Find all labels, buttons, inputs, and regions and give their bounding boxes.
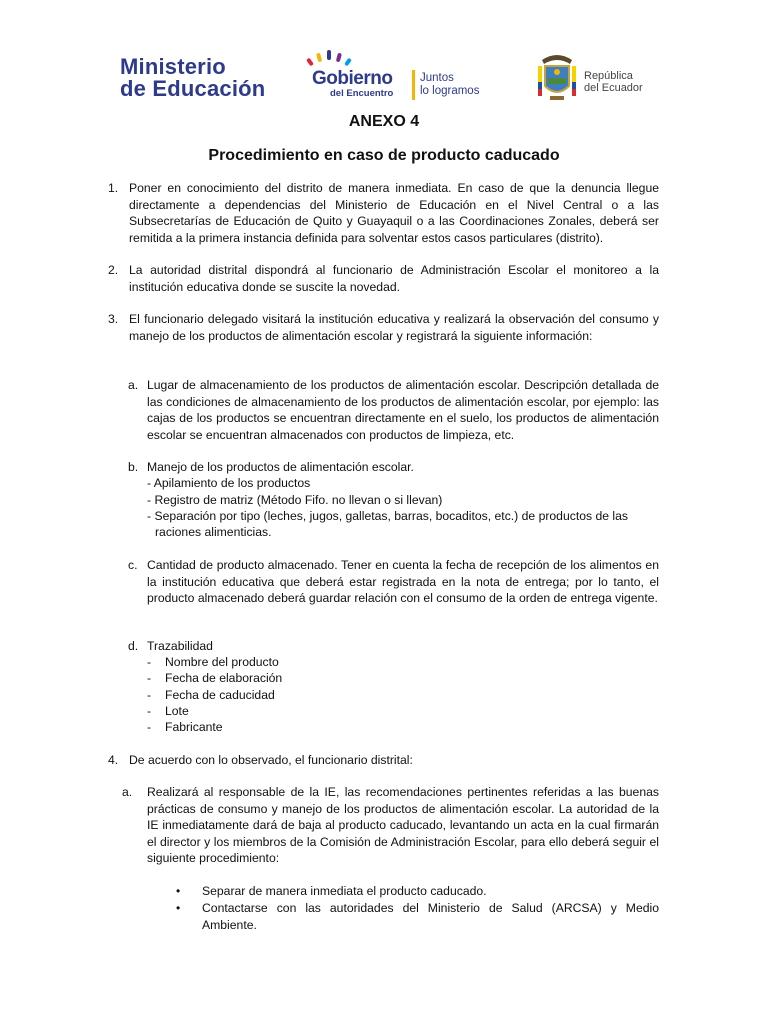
- bullet-icon: •: [176, 884, 181, 898]
- subitem-a-label: a.: [128, 378, 139, 392]
- slogan: [420, 72, 479, 98]
- annex-title: ANEXO 4: [348, 113, 420, 130]
- sunrays-icon: [306, 48, 356, 68]
- item-4-text: De acuerdo con lo observado, el funcionario distrital:: [129, 753, 413, 767]
- slogan-line1: Juntos: [420, 72, 454, 84]
- subitem-d-label: d.: [128, 639, 139, 653]
- item-3-text: El funcionario delegado visitará la institución educativa y realizará la observación del consumo y manejo de los productos de alimentación escolar y registrará la siguiente información:: [129, 312, 659, 343]
- document-title: Procedimiento en caso de producto caducado: [208, 147, 560, 164]
- subitem-b-point-2: - Registro de matriz (Método Fifo. no llevan o si llevan): [147, 493, 443, 507]
- gobierno-logo: [294, 48, 504, 110]
- trace-dash: -: [147, 671, 152, 685]
- item-number-3: 3.: [108, 312, 119, 326]
- subitem-4a-label: a.: [122, 785, 133, 799]
- trace-dash: -: [147, 688, 152, 702]
- header-logos: [0, 48, 768, 110]
- trace-item: Lote: [165, 704, 189, 718]
- item-1-text: Poner en conocimiento del distrito de manera inmediata. En caso de que la denuncia llegue directamente a dependencias del Ministerio de Educación en el Nivel Central o a las Subsecretarías de Educación de Quito y Guayaquil o a las Coordinaciones Zonales, deberá ser remitida a la primera instancia definida para solventar estos casos particulares (distrito).: [129, 181, 659, 245]
- republica-line2: del Ecuador: [584, 82, 643, 94]
- trace-item: Fecha de elaboración: [165, 671, 283, 685]
- trace-dash: -: [147, 655, 152, 669]
- subitem-c-text: Cantidad de producto almacenado. Tener en cuenta la fecha de recepción de los alimentos en la institución educativa que deberá estar registrada en la nota de entrega; por lo tanto, el producto almacenado deberá guardar relación con el consumo de la orden de entrega vigente.: [147, 558, 659, 605]
- trace-dash: -: [147, 720, 152, 734]
- coat-of-arms-icon: [536, 52, 578, 106]
- item-number-4: 4.: [108, 753, 119, 767]
- trace-item: Nombre del producto: [165, 655, 279, 669]
- ministerio-line2: de Educación: [120, 76, 266, 101]
- subitem-4a-text: Realizará al responsable de la IE, las recomendaciones pertinentes referidas a las buenas prácticas de consumo y manejo de los productos de alimentación escolar. La autoridad de la IE inmediatamente dará de baja al producto caducado, levantando un acta en la cual firmarán el director y los miembros de la Comisión de Administración Escolar, para ello deberá seguir el siguiente procedimiento:: [147, 785, 659, 865]
- gobierno-subtitle: del Encuentro: [330, 88, 394, 99]
- republica-text: [584, 70, 643, 94]
- ministerio-logo: [120, 56, 265, 100]
- subitem-b-label: b.: [128, 460, 139, 474]
- slogan-line2: lo logramos: [420, 85, 480, 97]
- subitem-b-point-3-cont: raciones alimenticias.: [155, 525, 272, 539]
- gobierno-title: Gobierno: [312, 68, 393, 89]
- divider-bar: [412, 70, 415, 100]
- trace-item: Fabricante: [165, 720, 223, 734]
- republica-line1: República: [584, 70, 633, 82]
- item-number-1: 1.: [108, 181, 119, 195]
- item-number-2: 2.: [108, 263, 119, 277]
- subitem-b-point-1: - Apilamiento de los productos: [147, 476, 311, 490]
- trace-item: Fecha de caducidad: [165, 688, 275, 702]
- bullet-1-text: Separar de manera inmediata el producto caducado.: [202, 884, 487, 898]
- subitem-b-text: Manejo de los productos de alimentación escolar.: [147, 460, 414, 474]
- subitem-c-label: c.: [128, 558, 138, 572]
- bullet-icon: •: [176, 901, 181, 915]
- ministerio-line1: Ministerio: [120, 54, 226, 79]
- trace-dash: -: [147, 704, 152, 718]
- republica-logo: [536, 52, 666, 108]
- item-2-text: La autoridad distrital dispondrá al funcionario de Administración Escolar el monitoreo a la institución educativa donde se suscite la novedad.: [129, 263, 659, 294]
- bullet-2-text: Contactarse con las autoridades del Ministerio de Salud (ARCSA) y Medio Ambiente.: [202, 901, 659, 932]
- subitem-b-point-3: - Separación por tipo (leches, jugos, galletas, barras, bocaditos, etc.) de productos de las: [147, 509, 628, 523]
- subitem-a-text: Lugar de almacenamiento de los productos de alimentación escolar. Descripción detallada de las condiciones de almacenamiento de los productos de alimentación escolar, por ejemplo: las cajas de los productos se encuentran directamente en el suelo, los productos de alimentación escolar se encuentran almacenados con productos de limpieza, etc.: [147, 378, 659, 442]
- subitem-d-text: Trazabilidad: [147, 639, 213, 653]
